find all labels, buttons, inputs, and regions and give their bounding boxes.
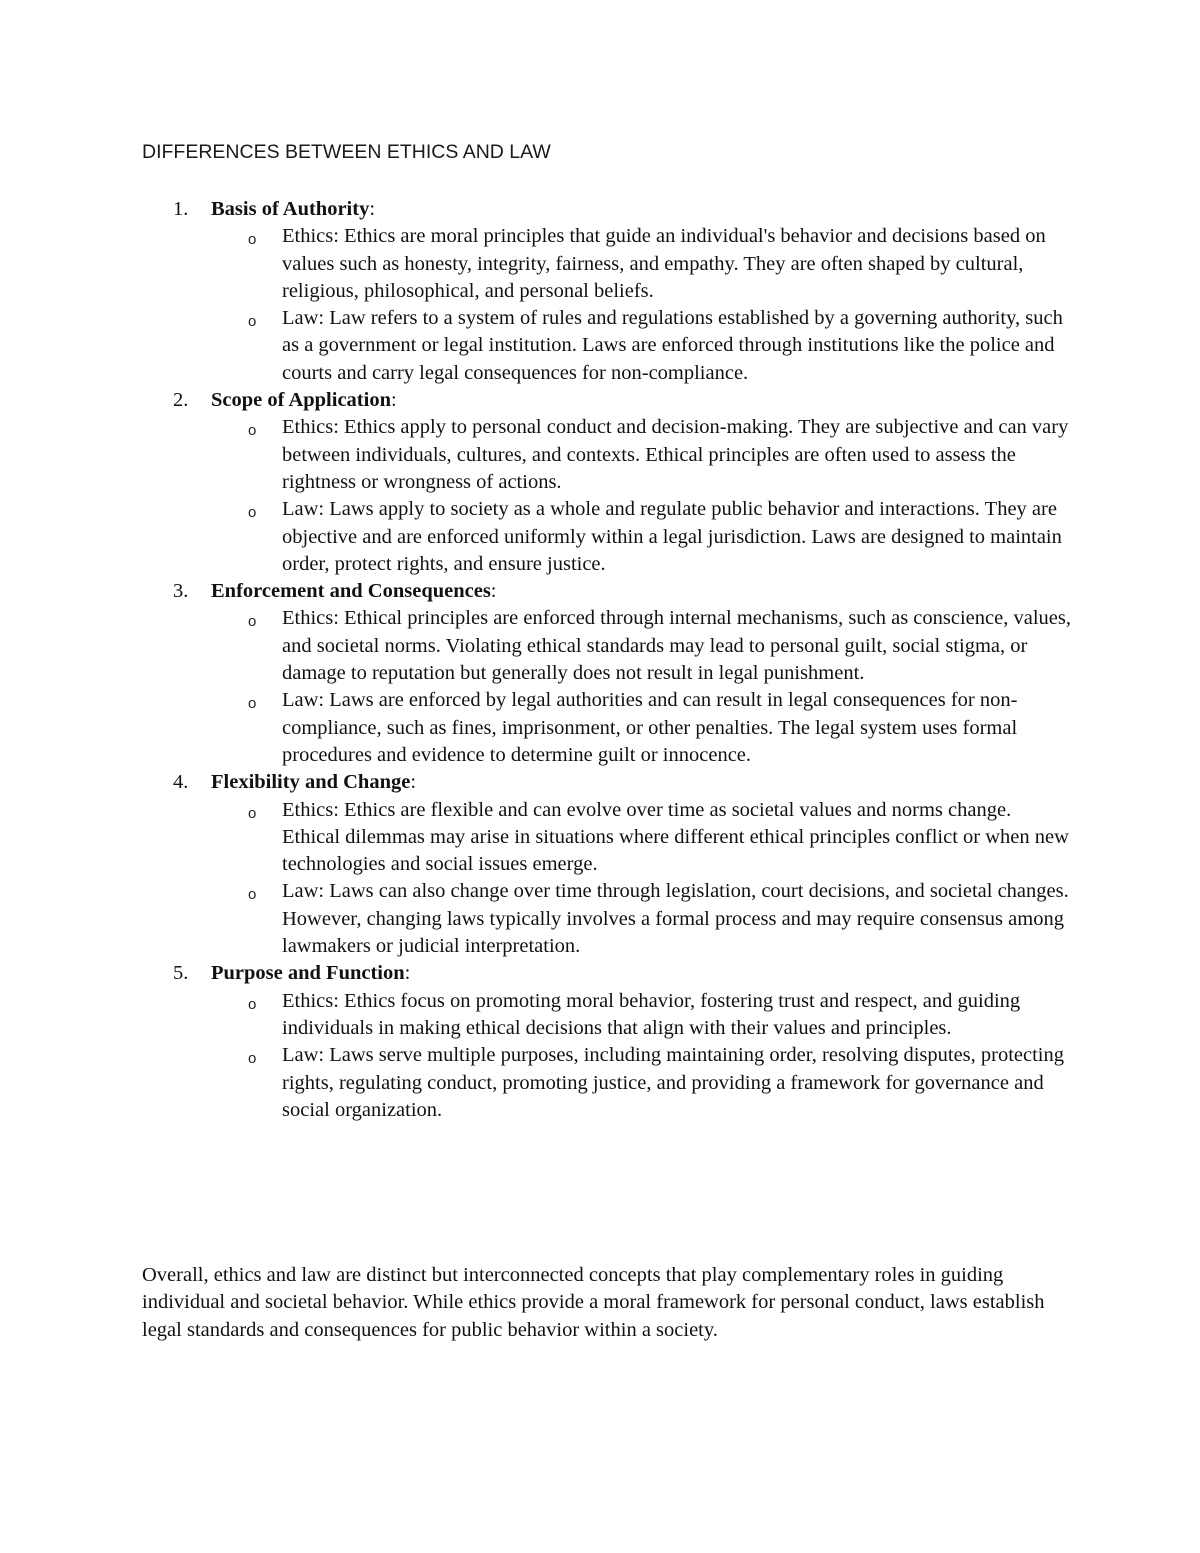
- bullet-text: Law: Laws are enforced by legal authorities and can result in legal consequences for non-compliance, such as fines, imprisonment, or other penalties. The legal system uses formal procedures and evidence to determine guilt or innocence.: [282, 689, 1018, 766]
- list-section: [0, 196, 1200, 387]
- list-item: [0, 1042, 1200, 1124]
- list-section: [0, 769, 1200, 960]
- bullet-circle-icon: o: [248, 886, 257, 904]
- bullet-text: Law: Law refers to a system of rules and regulations established by a governing authority, such as a government or legal institution. Laws are enforced through institutions like the police and courts and carry legal consequences for non-compliance.: [282, 307, 1063, 384]
- bullet-circle-icon: o: [248, 695, 257, 713]
- section-number: 1.: [173, 198, 189, 220]
- bullet-circle-icon: o: [248, 613, 257, 631]
- section-title-colon: :: [390, 389, 397, 412]
- section-title: [211, 387, 397, 414]
- section-title: [211, 578, 497, 605]
- bullet-circle-icon: o: [248, 313, 257, 331]
- bullet-text: Law: Laws serve multiple purposes, including maintaining order, resolving disputes, protecting rights, regulating conduct, promoting justice, and providing a framework for governance and social organization.: [282, 1044, 1065, 1121]
- bullet-circle-icon: o: [248, 1050, 257, 1068]
- section-title: [211, 196, 375, 223]
- section-heading: [0, 578, 1200, 605]
- section-heading: [0, 387, 1200, 414]
- bullet-text: Ethics: Ethical principles are enforced through internal mechanisms, such as conscience, values, and societal norms. Violating ethical standards may lead to personal guilt, social stigma, or damage to reputation but generally does not result in legal punishment.: [282, 607, 1071, 685]
- section-title-text: Enforcement and Consequences: [211, 580, 491, 603]
- list-section: [0, 387, 1200, 578]
- list-item: [0, 878, 1200, 960]
- bullet-circle-icon: o: [248, 422, 257, 440]
- section-title-colon: :: [490, 580, 497, 603]
- bullet-circle-icon: o: [248, 231, 257, 249]
- list-section: [0, 578, 1200, 769]
- bullet-text: Ethics: Ethics are flexible and can evolve over time as societal values and norms change. Ethical dilemmas may arise in situations where different ethical principles conflict or when new technologies and social issues emerge.: [282, 798, 1069, 876]
- section-heading: [0, 769, 1200, 796]
- section-heading: [0, 960, 1200, 987]
- section-number: 3.: [173, 580, 189, 603]
- numbered-list: [0, 196, 1200, 1124]
- list-item: [0, 797, 1200, 879]
- bullet-text: Ethics: Ethics apply to personal conduct and decision-making. They are subjective and can vary between individuals, cultures, and contexts. Ethical principles are often used to assess the rightness or wrongness of actions.: [282, 416, 1069, 493]
- list-item: [0, 496, 1200, 578]
- bullet-circle-icon: o: [248, 995, 257, 1013]
- list-item: [0, 687, 1200, 769]
- list-item: [0, 223, 1200, 305]
- section-title-text: Purpose and Function: [211, 962, 405, 985]
- list-item: [0, 605, 1200, 687]
- document-title: DIFFERENCES BETWEEN ETHICS AND LAW: [142, 141, 551, 163]
- section-title-text: Flexibility and Change: [211, 771, 411, 794]
- bullet-text: Law: Laws apply to society as a whole and regulate public behavior and interactions. They are objective and are enforced uniformly within a legal jurisdiction. Laws are designed to maintain order, protect rights, and ensure justice.: [282, 498, 1062, 575]
- section-title: [211, 960, 410, 987]
- list-item: [0, 988, 1200, 1043]
- section-title-text: Basis of Authority: [211, 198, 370, 220]
- section-title-colon: :: [410, 771, 417, 794]
- section-number: 4.: [173, 771, 189, 794]
- bullet-text: Ethics: Ethics focus on promoting moral behavior, fostering trust and respect, and guiding individuals in making ethical decisions that align with their values and principles.: [282, 989, 1021, 1039]
- bullet-circle-icon: o: [248, 804, 257, 822]
- section-title-colon: :: [369, 198, 376, 220]
- bullet-text: Ethics: Ethics are moral principles that guide an individual's behavior and decisions based on values such as honesty, integrity, fairness, and empathy. They are often shaped by cultural, religious, philosophical, and personal beliefs.: [282, 225, 1046, 302]
- bullet-circle-icon: o: [248, 504, 257, 522]
- list-item: [0, 305, 1200, 387]
- section-title: [211, 769, 416, 796]
- section-title-colon: :: [404, 962, 411, 985]
- section-number: 5.: [173, 962, 189, 985]
- list-item: [0, 414, 1200, 496]
- conclusion-paragraph: Overall, ethics and law are distinct but interconnected concepts that play complementary roles in guiding individual and societal behavior. While ethics provide a moral framework for personal conduct, laws establish legal standards and consequences for public behavior within a society.: [142, 1264, 1045, 1341]
- list-section: [0, 960, 1200, 1124]
- bullet-text: Law: Laws can also change over time through legislation, court decisions, and societal changes. However, changing laws typically involves a formal process and may require consensus among lawmakers or judicial interpretation.: [282, 880, 1069, 958]
- section-title-text: Scope of Application: [211, 389, 391, 412]
- section-number: 2.: [173, 389, 189, 412]
- section-heading: [0, 196, 1200, 223]
